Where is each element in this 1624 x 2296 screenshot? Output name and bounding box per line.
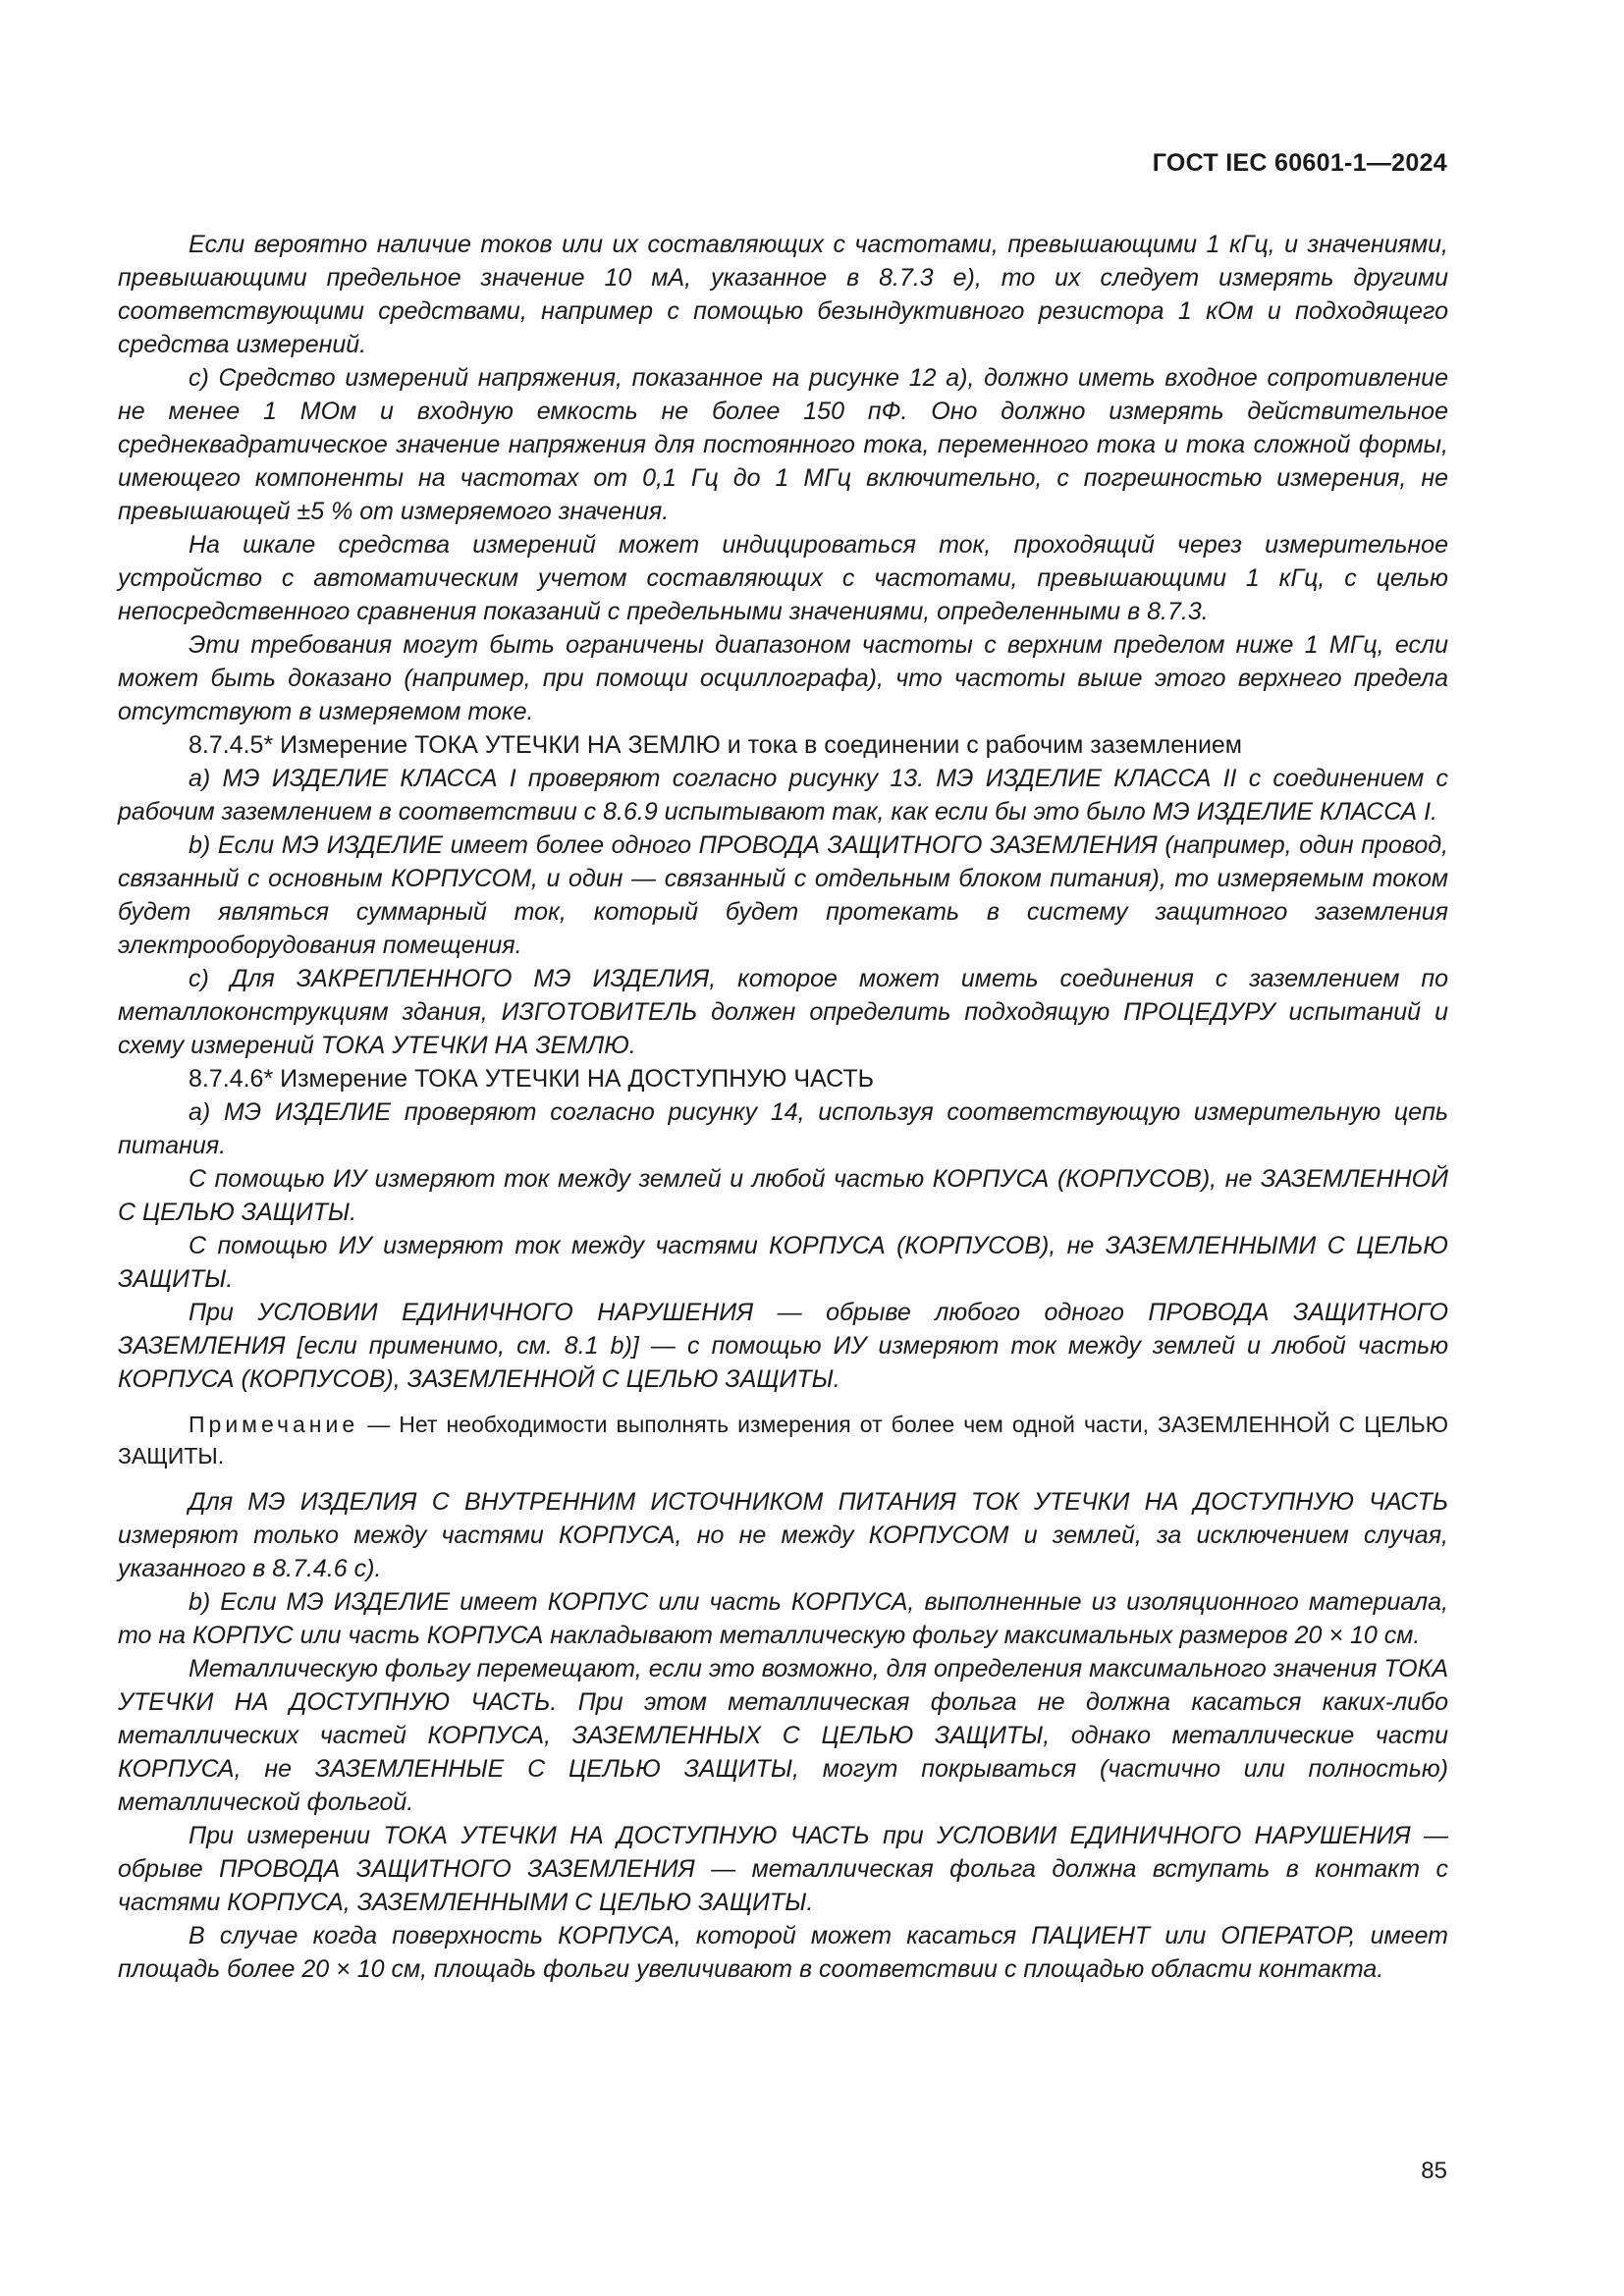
paragraph: а) МЭ ИЗДЕЛИЕ КЛАССА I проверяют согласно рисунку 13. МЭ ИЗДЕЛИЕ КЛАССА II с соединением с рабочим заземлением в соответствии с 8.6.9 испытывают так, как если бы это было МЭ ИЗДЕЛИЕ КЛАССА I. — [118, 765, 1448, 826]
paragraph: Для МЭ ИЗДЕЛИЯ С ВНУТРЕННИМ ИСТОЧНИКОМ ПИТАНИЯ ТОК УТЕЧКИ НА ДОСТУПНУЮ ЧАСТЬ измеряют только между частями КОРПУСА, но не между КОРПУСОМ и землей, за исключением случая, указанного в 8.7.4.6 с). — [118, 1488, 1448, 1582]
paragraph: 8.7.4.5* Измерение ТОКА УТЕЧКИ НА ЗЕМЛЮ и тока в соединении с рабочим заземлением — [189, 731, 1242, 759]
paragraph: Металлическую фольгу перемещают, если это возможно, для определения максимального значения ТОКА УТЕЧКИ НА ДОСТУПНУЮ ЧАСТЬ. При этом металлическая фольга не должна касаться каких-либо металлических частей КОРПУСА, ЗАЗЕМЛЕННЫХ С ЦЕЛЬЮ ЗАЩИТЫ, однако металлические части КОРПУСА, не ЗАЗЕМЛЕННЫЕ С ЦЕЛЬЮ ЗАЩИТЫ, могут покрываться (частично или полностью) металлической фольгой. — [118, 1655, 1448, 1816]
paragraph: с) Средство измерений напряжения, показанное на рисунке 12 а), должно иметь входное сопротивление не менее 1 МОм и входную емкость не более 150 пФ. Оно должно измерять действительное среднеквадратическое значение напряжения для постоянного тока, переменного тока и тока сложной формы, имеющего компоненты на частотах от 0,1 Гц до 1 МГц включительно, с погрешностью измерения, не превышающей ±5 % от измеряемого значения. — [118, 364, 1448, 525]
paragraph: С помощью ИУ измеряют ток между частями КОРПУСА (КОРПУСОВ), не ЗАЗЕМЛЕННЫМИ С ЦЕЛЬЮ ЗАЩИТЫ. — [118, 1232, 1448, 1293]
paragraph: На шкале средства измерений может индицироваться ток, проходящий через измерительное устройство с автоматическим учетом составляющих с частотами, превышающими 1 кГц, с целью непосредственного сравнения показаний с предельными значениями, определенными в 8.7.3. — [118, 531, 1448, 625]
paragraph: 8.7.4.6* Измерение ТОКА УТЕЧКИ НА ДОСТУПНУЮ ЧАСТЬ — [189, 1065, 875, 1093]
paragraph: При измерении ТОКА УТЕЧКИ НА ДОСТУПНУЮ ЧАСТЬ при УСЛОВИИ ЕДИНИЧНОГО НАРУШЕНИЯ — обрыве ПРОВОДА ЗАЩИТНОГО ЗАЗЕМЛЕНИЯ — металлическая фольга должна вступать в контакт с частями КОРПУСА, ЗАЗЕМЛЕННЫМИ С ЦЕЛЬЮ ЗАЩИТЫ. — [118, 1822, 1448, 1916]
note — [118, 1409, 1448, 1471]
note-label: Примечание — [189, 1412, 359, 1437]
page-number: 85 — [1421, 2158, 1447, 2184]
paragraph: Эти требования могут быть ограничены диапазоном частоты с верхним пределом ниже 1 МГц, если может быть доказано (например, при помощи осциллографа), что частоты выше этого верхнего предела отсутствуют в измеряемом токе. — [118, 631, 1448, 725]
paragraphs-before-note — [118, 228, 1448, 1396]
paragraph: b) Если МЭ ИЗДЕЛИЕ имеет КОРПУС или часть КОРПУСА, выполненные из изоляционного материала, то на КОРПУС или часть КОРПУСА накладывают металлическую фольгу максимальных размеров 20 × 10 см. — [118, 1588, 1448, 1649]
paragraph: В случае когда поверхность КОРПУСА, которой может касаться ПАЦИЕНТ или ОПЕРАТОР, имеет площадь более 20 × 10 см, площадь фольги увеличивают в соответствии с площадью области контакта. — [118, 1922, 1448, 1983]
paragraph: с) Для ЗАКРЕПЛЕННОГО МЭ ИЗДЕЛИЯ, которое может иметь соединения с заземлением по металлоконструкциям здания, ИЗГОТОВИТЕЛЬ должен определить подходящую ПРОЦЕДУРУ испытаний и схему измерений ТОКА УТЕЧКИ НА ЗЕМЛЮ. — [118, 965, 1448, 1059]
paragraph: а) МЭ ИЗДЕЛИЕ проверяют согласно рисунку 14, используя соответствующую измерительную цепь питания. — [118, 1098, 1448, 1159]
paragraph: Если вероятно наличие токов или их составляющих с частотами, превышающими 1 кГц, и значениями, превышающими предельное значение 10 мА, указанное в 8.7.3 е), то их следует измерять другими соответствующими средствами, например с помощью безындуктивного резистора 1 кОм и подходящего средства измерений. — [118, 231, 1448, 358]
paragraphs-after-note — [118, 1485, 1448, 1986]
paragraph: С помощью ИУ измеряют ток между землей и любой частью КОРПУСА (КОРПУСОВ), не ЗАЗЕМЛЕННОЙ С ЦЕЛЬЮ ЗАЩИТЫ. — [118, 1165, 1448, 1226]
note-text: — Нет необходимости выполнять измерения от более чем одной части, ЗАЗЕМЛЕННОЙ С ЦЕЛЬЮ ЗАЩИТЫ. — [118, 1412, 1448, 1468]
body-text — [118, 228, 1448, 1986]
paragraph: При УСЛОВИИ ЕДИНИЧНОГО НАРУШЕНИЯ — обрыве любого одного ПРОВОДА ЗАЩИТНОГО ЗАЗЕМЛЕНИЯ [если применимо, см. 8.1 b)] — с помощью ИУ измеряют ток между землей и любой частью КОРПУСА (КОРПУСОВ), ЗАЗЕМЛЕННОЙ С ЦЕЛЬЮ ЗАЩИТЫ. — [118, 1299, 1448, 1393]
document-header: ГОСТ IEC 60601-1—2024 — [1152, 149, 1447, 177]
paragraph: b) Если МЭ ИЗДЕЛИЕ имеет более одного ПРОВОДА ЗАЩИТНОГО ЗАЗЕМЛЕНИЯ (например, один провод, связанный с основным КОРПУСОМ, и один — связанный с отдельным блоком питания), то измеряемым током будет являться суммарный ток, который будет протекать в систему защитного заземления электрооборудования помещения. — [118, 831, 1448, 959]
